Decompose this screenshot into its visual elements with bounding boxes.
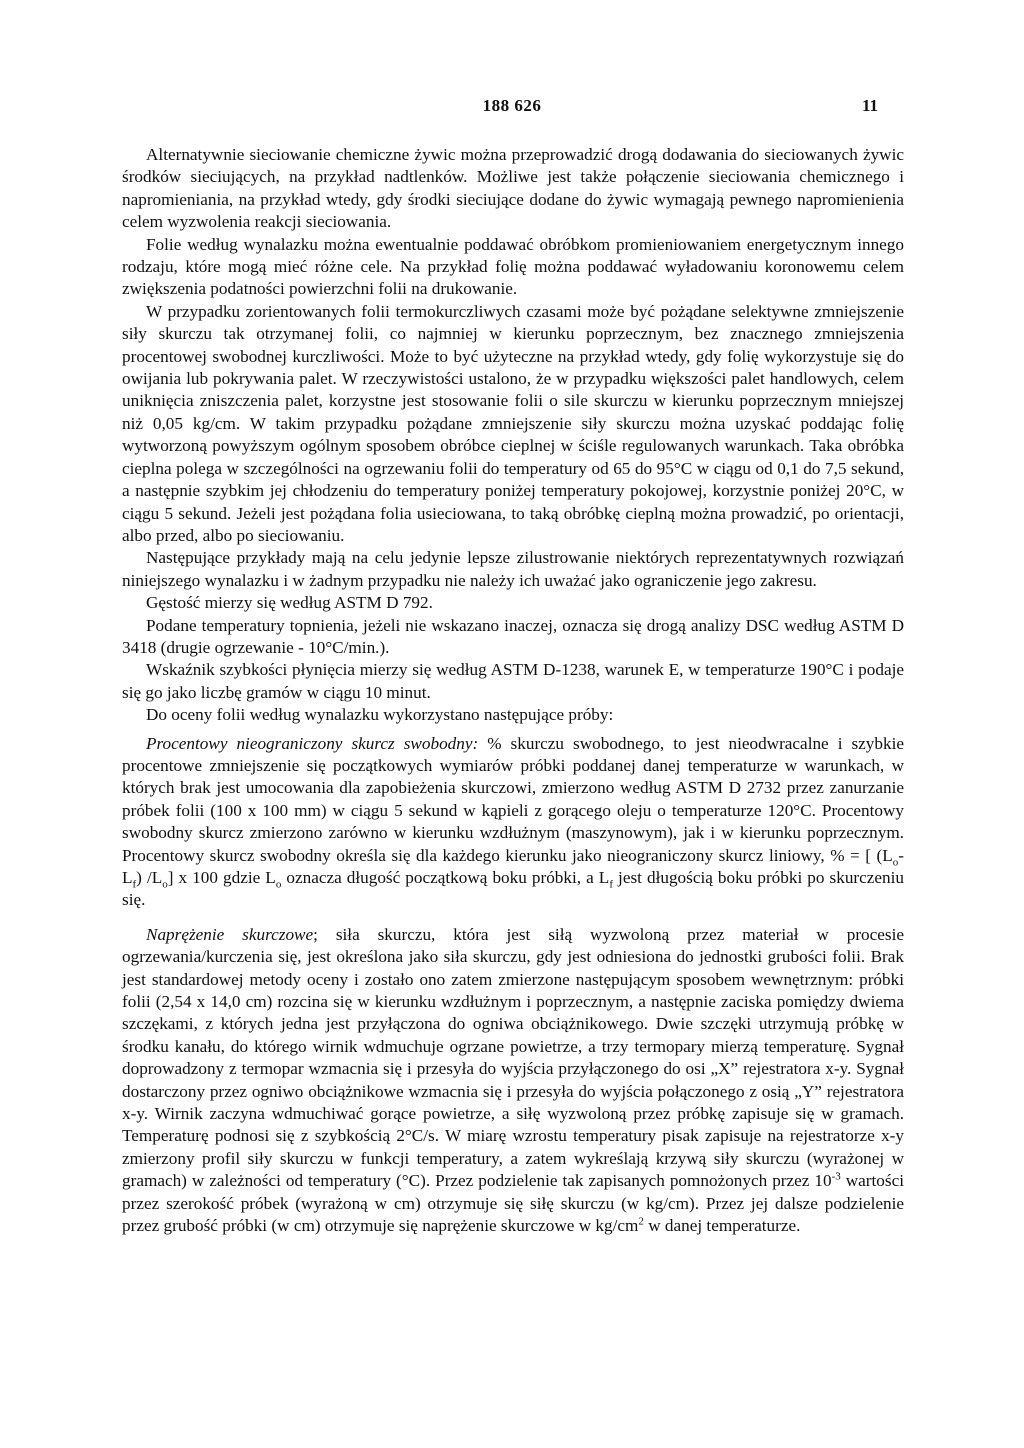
paragraph: Wskaźnik szybkości płynięcia mierzy się według ASTM D-1238, warunek E, w temperaturze 190°C i podaje się go jako liczbę gramów w ciągu 10 minut. <box>122 660 904 702</box>
shrink-tension-text-1: ; siła skurczu, która jest siłą wyzwoloną przez materiał w procesie ogrzewania/kurczenia się, jest określona jako siła skurczu, gdy jest odniesiona do jednostki grubości folii. Brak jest standardowej metody oceny i zostało ono zatem zmierzone następującym sposobem wewnętrznym: próbki folii (2,54 x 14,0 cm) rozcina się w kierunku wzdłużnym i poprzecznym, a następnie zaciska pomiędzy dwiema szczękami, z których jedna jest przyłączona do ogniwa obciążnikowego. Dwie szczęki utrzymują próbkę w środku kanału, do którego wirnik wdmuchuje ogrzane powietrze, a trzy termopary mierzą temperaturę. Sygnał doprowadzony z termopar wzmacnia się i przesyła do wyjścia przyłączonego do osi „X” rejestratora x-y. Sygnał dostarczony przez ogniwo obciążnikowe wzmacnia się i przesyła do wyjścia połączonego z osią „Y” rejestratora x-y. Wirnik zaczyna wdmuchiwać gorące powietrze, a siłę wyzwoloną przez próbkę zapisuje się w gramach. Temperaturę podnosi się z szybkością 2°C/s. W miarę wzrostu temperatury pisak zapisuje na rejestratorze x-y zmierzony profil siły skurczu w funkcji temperatury, a zatem wykreślają krzywą siły skurczu (wyrażonej w gramach) w zależności od temperatury (°C). Przez podzielenie tak zapisanych pomnożonych przez 10 <box>122 924 905 1191</box>
paragraph: Gęstość mierzy się według ASTM D 792. <box>146 593 433 613</box>
free-shrink-text-5: oznacza długość początkową boku próbki, a L <box>281 868 610 887</box>
paragraph: Następujące przykłady mają na celu jedynie lepsze zilustrowanie niektórych reprezentatywnych rozwiązań niniejszego wynalazku i w żadnym przypadku nie należy ich uważać jako ograniczenie jego zakresu. <box>122 548 904 590</box>
shrink-tension-text-2: wartości przez szerokość próbek (wyrażoną w cm) otrzymuje się siłę skurczu (w kg/cm). Przez jej dalsze podzielenie przez grubość próbki (w cm) otrzymuje się naprężenie skurczowe w kg/cm <box>122 1171 904 1236</box>
superscript-square: 2 <box>638 1215 644 1228</box>
paragraph: Alternatywnie sieciowanie chemiczne żywic można przeprowadzić drogą dodawania do sieciowanych żywic środków sieciujących, na przykład nadtlenków. Możliwe jest także połączenie sieciowania chemicznego i napromieniania, na przykład wtedy, gdy środki sieciujące dodane do żywic wymagają pewnego napromienienia celem wyzwolenia reakcji sieciowania. <box>122 145 904 232</box>
shrink-tension-paragraph <box>122 924 904 1238</box>
free-shrink-term: Procentowy nieograniczony skurcz swobodny: <box>146 733 479 753</box>
shrink-tension-text-3: w danej temperaturze. <box>643 1216 801 1236</box>
page-header <box>0 96 1024 118</box>
subscript-o: o <box>892 856 899 869</box>
free-shrink-text-1: % skurczu swobodnego, to jest nieodwracalne i szybkie procentowe zmniejszenie się początkowych wymiarów próbki poddanej danej temperaturze w warunkach, w których brak jest umocowania dla zapobieżenia skurczowi, zmierzono według ASTM D 2732 przez zanurzanie próbek folii (100 x 100 mm) w ciągu 5 sekund w kąpieli z gorącego oleju o temperaturze 120°C. Procentowy swobodny skurcz zmierzono zarówno w kierunku wzdłużnym (maszynowym), jak i w kierunku poprzecznym. Procentowy skurcz swobodny określa się dla każdego kierunku jako nieograniczony skurcz liniowy, % = [ (L <box>122 733 904 865</box>
free-shrink-text-2: -L <box>122 845 904 887</box>
subscript-o: o <box>162 878 168 891</box>
free-shrink-text-3: ) /L <box>136 868 163 887</box>
paragraph: W przypadku zorientowanych folii termokurczliwych czasami może być pożądane selektywne zmniejszenie siły skurczu tak otrzymanej folii, co najmniej w kierunku poprzecznym, bez znacznego zmniejszenia procentowej swobodnej kurczliwości. Może to być użyteczne na przykład wtedy, gdy folię wykorzystuje się do owijania lub pokrywania palet. W rzeczywistości ustalono, że w przypadku większości palet handlowych, celem uniknięcia zniszczenia palet, korzystne jest stosowanie folii o sile skurczu w kierunku poprzecznym mniejszej niż 0,05 kg/cm. W takim przypadku pożądane zmniejszenie siły skurczu można uzyskać poddając folię wytworzoną powyższym ogólnym sposobem obróbce cieplnej w ściśle regulowanych warunkach. Taka obróbka cieplna polega w szczególności na ogrzewaniu folii do temperatury od 65 do 95°C w ciągu od 0,1 do 7,5 sekund, a następnie szybkim jej chłodzeniu do temperatury poniżej temperatury pokojowej, korzystnie poniżej 20°C, w ciągu 5 sekund. Jeżeli jest pożądana folia usieciowana, to taką obróbkę cieplną można prowadzić, po orientacji, albo przed, albo po sieciowaniu. <box>122 301 904 545</box>
page-number: 11 <box>861 96 878 115</box>
document-body <box>122 144 904 1238</box>
paragraph: Folie według wynalazku można ewentualnie poddawać obróbkom promieniowaniem energetycznym innego rodzaju, które mogą mieć różne cele. Na przykład folię można poddawać wyładowaniu koronowemu celem zwiększenia podatności powierzchni folii na drukowanie. <box>122 234 904 299</box>
free-shrink-text-6: jest długością boku próbki po skurczeniu się. <box>122 868 904 910</box>
patent-number: 188 626 <box>482 96 542 115</box>
free-shrink-paragraph <box>122 733 904 912</box>
subscript-f: f <box>609 878 613 891</box>
subscript-o: o <box>275 878 282 891</box>
superscript-exponent: -3 <box>831 1170 841 1183</box>
paragraph: Do oceny folii według wynalazku wykorzystano następujące próby: <box>146 705 614 725</box>
subscript-f: f <box>132 878 137 891</box>
paragraph: Podane temperatury topnienia, jeżeli nie wskazano inaczej, oznacza się drogą analizy DSC według ASTM D 3418 (drugie ogrzewanie - 10°C/min.). <box>122 615 904 657</box>
shrink-tension-term: Naprężenie skurczowe <box>146 924 314 944</box>
free-shrink-text-4: ] x 100 gdzie L <box>167 868 276 887</box>
